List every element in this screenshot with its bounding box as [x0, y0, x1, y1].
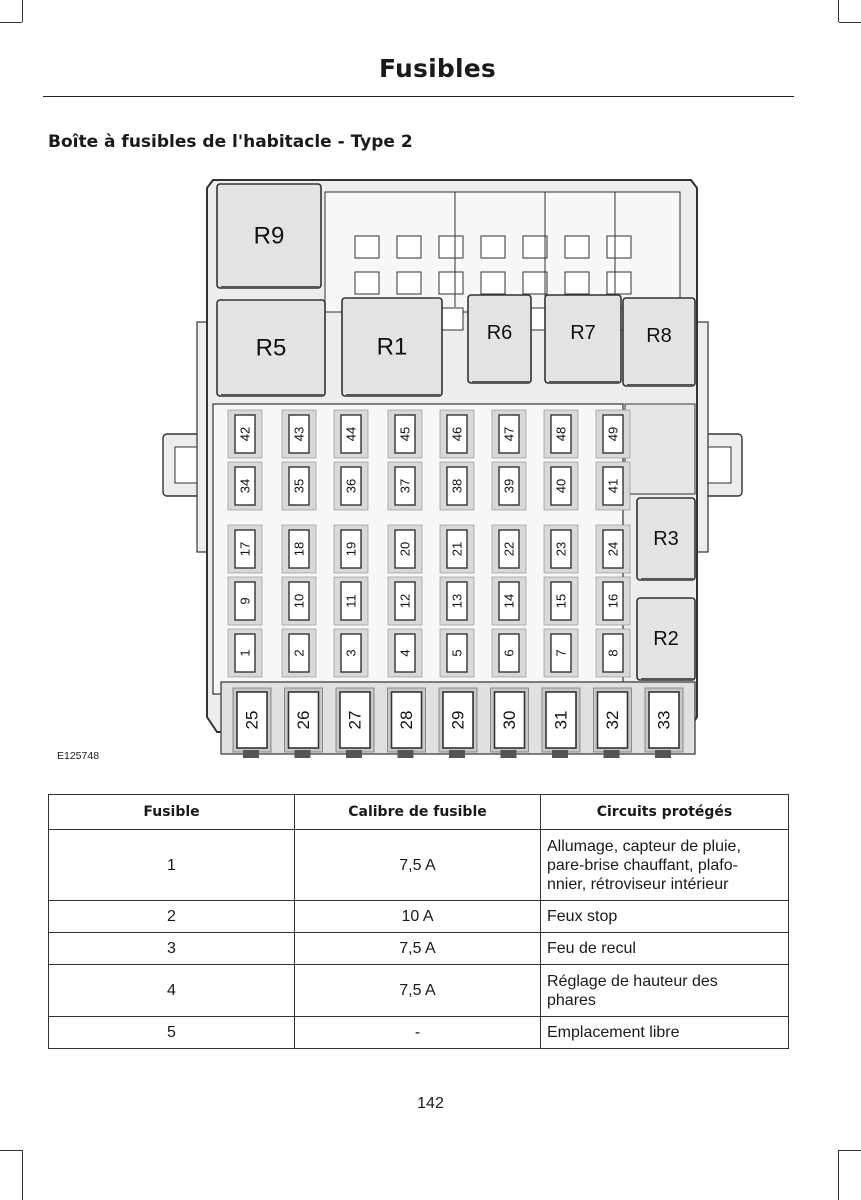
- fuse-label: 21: [449, 541, 465, 557]
- figure-id: E125748: [57, 750, 100, 762]
- side-block: [625, 404, 695, 494]
- fuse-label: 35: [291, 478, 307, 494]
- fuse-label: 14: [501, 593, 517, 609]
- fuse-label: 15: [553, 593, 569, 609]
- grid-cell: [355, 236, 379, 258]
- fuse-label: 2: [291, 649, 307, 657]
- crop-mark-bottom-left-h: [0, 1150, 22, 1151]
- fuse-label: 41: [605, 478, 621, 494]
- crop-mark-top-right-v: [838, 0, 839, 22]
- fuse-label: 7: [553, 649, 569, 657]
- table-row: [49, 933, 789, 965]
- fuse-label: 13: [449, 593, 465, 609]
- fuse-circuits: [541, 1017, 789, 1049]
- fuse-label: 38: [449, 478, 465, 494]
- fuse-label: 26: [294, 710, 313, 730]
- grid-cell: [607, 272, 631, 294]
- grid-cell: [481, 272, 505, 294]
- crop-mark-top-left-v: [22, 0, 23, 22]
- circuit-line: Emplacement libre: [547, 1024, 680, 1041]
- fuse-label: 22: [501, 541, 517, 557]
- fuse-rating: 10 A: [295, 901, 541, 933]
- page-title: Fusibles: [379, 54, 496, 83]
- fuse-label: 47: [501, 426, 517, 442]
- circuit-line: Réglage de hauteur des: [547, 972, 718, 990]
- box-foot: [604, 750, 620, 758]
- fuse-label: 5: [449, 649, 465, 657]
- fuse-label: 31: [551, 710, 571, 730]
- box-foot: [655, 750, 671, 758]
- grid-cell: [397, 236, 421, 258]
- fuse-label: 45: [397, 426, 413, 442]
- table-row: [49, 965, 789, 1017]
- grid-cell: [565, 272, 589, 294]
- crop-mark-top-left-h: [0, 22, 22, 23]
- table-row: [49, 1017, 789, 1049]
- relay-label: R9: [253, 222, 285, 250]
- fuse-circuits: [541, 933, 789, 965]
- relay-label: R1: [376, 333, 408, 361]
- fuse-label: 16: [605, 593, 621, 609]
- fuse-rating: 7,5 A: [295, 830, 541, 901]
- crop-mark-top-right-h: [839, 22, 861, 23]
- fuse-label: 39: [501, 478, 517, 494]
- fuse-label: 20: [397, 541, 413, 557]
- crop-mark-bottom-right-h: [839, 1150, 861, 1151]
- fuse-label: 36: [343, 478, 359, 494]
- section-heading: Boîte à fusibles de l'habitacle - Type 2: [48, 132, 413, 152]
- fuse-label: 1: [237, 649, 253, 657]
- fuse-number: 3: [49, 933, 295, 965]
- table-row: [49, 830, 789, 901]
- grid-cell: [439, 272, 463, 294]
- fuse-label: 12: [397, 593, 413, 609]
- circuit-line: phares: [547, 991, 596, 1009]
- table-row: [49, 901, 789, 933]
- fuse-label: 42: [237, 426, 253, 442]
- fuse-number: 1: [49, 830, 295, 901]
- grid-cell: [607, 236, 631, 258]
- relay-label: R3: [653, 528, 679, 550]
- fuse-circuits: [541, 830, 789, 901]
- crop-mark-bottom-right-v: [838, 1150, 839, 1200]
- grid-cell: [439, 236, 463, 258]
- fuse-label: 44: [343, 426, 359, 442]
- box-foot: [398, 750, 414, 758]
- fuse-label: 40: [553, 478, 569, 494]
- fuse-label: 8: [605, 649, 621, 657]
- fuse-label: 10: [291, 593, 307, 609]
- fuse-label: 24: [605, 541, 621, 557]
- box-foot: [449, 750, 465, 758]
- grid-cell: [397, 272, 421, 294]
- fuse-label: 4: [397, 649, 413, 657]
- fuse-number: 5: [49, 1017, 295, 1049]
- fuse-number: 2: [49, 901, 295, 933]
- box-foot: [552, 750, 568, 758]
- box-foot: [501, 750, 517, 758]
- fuse-table: [48, 794, 789, 1049]
- fuse-label: 32: [603, 710, 622, 730]
- fuse-label: 27: [345, 710, 365, 730]
- fuse-label: 18: [291, 541, 307, 557]
- fuse-label: 23: [553, 541, 569, 557]
- fuse-label: 29: [448, 710, 468, 730]
- fuse-circuits: [541, 965, 789, 1017]
- fuse-rating: 7,5 A: [295, 933, 541, 965]
- relay-label: R7: [570, 322, 596, 344]
- header-circuits: Circuits protégés: [541, 795, 789, 830]
- fuse-label: 19: [343, 541, 359, 557]
- title-rule: [43, 96, 794, 97]
- fuse-number: 4: [49, 965, 295, 1017]
- fuse-label: 30: [500, 710, 519, 730]
- grid-cell: [565, 236, 589, 258]
- fuse-label: 25: [242, 710, 262, 730]
- fuse-label: 6: [501, 649, 517, 657]
- fuse-rating: 7,5 A: [295, 965, 541, 1017]
- relay-label: R2: [653, 628, 679, 650]
- fuse-label: 43: [291, 426, 307, 442]
- fuse-label: 9: [237, 597, 253, 605]
- fuse-box-svg: [155, 172, 750, 762]
- fuse-label: 11: [343, 594, 359, 608]
- fuse-label: 28: [397, 710, 416, 730]
- grid-cell: [523, 236, 547, 258]
- fuse-label: 46: [449, 426, 465, 442]
- circuit-line: nnier, rétroviseur intérieur: [547, 875, 729, 893]
- table-header-row: [49, 795, 789, 830]
- grid-cell: [355, 272, 379, 294]
- box-foot: [295, 750, 311, 758]
- box-foot: [346, 750, 362, 758]
- page-number: 142: [417, 1095, 444, 1112]
- relay-label: R6: [486, 322, 513, 344]
- fuse-label: 3: [343, 649, 359, 657]
- header-rating: Calibre de fusible: [295, 795, 541, 830]
- fuse-rating: -: [295, 1017, 541, 1049]
- fuse-label: 37: [397, 478, 413, 494]
- box-foot: [243, 750, 259, 758]
- fuse-box-diagram: [155, 172, 750, 762]
- relay-label: R8: [646, 325, 672, 347]
- fuse-label: 34: [237, 478, 253, 494]
- circuit-line: Feux stop: [547, 908, 618, 925]
- crop-mark-bottom-left-v: [22, 1150, 23, 1200]
- circuit-line: Feu de recul: [547, 940, 636, 957]
- fuse-label: 33: [654, 710, 674, 730]
- fuse-circuits: [541, 901, 789, 933]
- fuse-label: 48: [553, 426, 569, 442]
- grid-cell: [523, 272, 547, 294]
- fuse-label: 17: [237, 541, 253, 557]
- fuse-label: 49: [605, 426, 621, 442]
- circuit-line: pare-brise chauffant, plafo-: [547, 856, 738, 874]
- circuit-line: Allumage, capteur de pluie,: [547, 837, 741, 855]
- grid-cell: [481, 236, 505, 258]
- header-fuse: Fusible: [49, 795, 295, 830]
- relay-label: R5: [255, 334, 287, 362]
